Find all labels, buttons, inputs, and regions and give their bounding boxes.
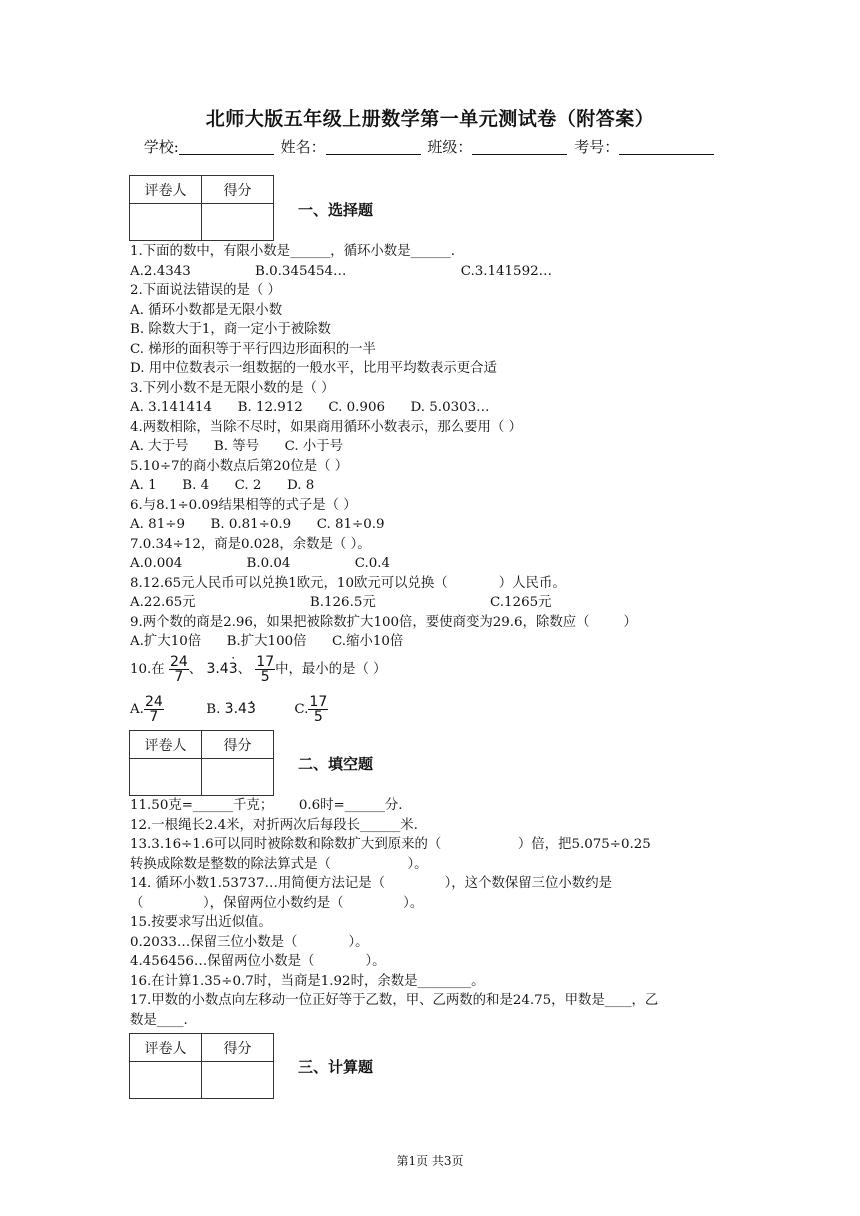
choice-questions bbox=[130, 242, 734, 652]
reviewer-cell bbox=[130, 759, 202, 796]
option: B.126.5元 bbox=[309, 595, 376, 610]
question-4: 4.两数相除，当除不尽时，如果商用循环小数表示，那么要用（ ） bbox=[130, 419, 522, 435]
class-blank bbox=[472, 139, 567, 155]
score-header: 得分 bbox=[202, 1034, 274, 1062]
section-heading-calc: 三、计算题 bbox=[298, 1058, 374, 1076]
section-heading-choice: 一、选择题 bbox=[298, 201, 374, 219]
question-13-line-1: 13.3.16÷1.6可以同时被除数和除数扩大到原来的（ ）倍，把5.075÷0.25 bbox=[130, 837, 651, 852]
page-footer: 第1页 共3页 bbox=[396, 1154, 464, 1168]
question-15: 15.按要求写出近似值。 bbox=[130, 915, 272, 930]
number-label: 考号： bbox=[574, 138, 620, 156]
school-label: 学校: bbox=[143, 138, 179, 156]
option: C.3.141592… bbox=[460, 263, 553, 279]
score-cell bbox=[202, 759, 274, 796]
question-8-options bbox=[130, 593, 734, 613]
option-fraction-17-5: $\frac{17}{5}$ bbox=[309, 694, 328, 725]
reviewer-header: 评卷人 bbox=[130, 731, 202, 759]
option: B.0.345454… bbox=[255, 263, 347, 279]
option-fraction-24-7: $\frac{24}{7}$ bbox=[144, 694, 163, 725]
question-8: 8.12.65元人民币可以兑换1欧元，10欧元可以兑换（ ）人民币。 bbox=[130, 575, 566, 591]
fill-questions bbox=[130, 796, 734, 1030]
question-14-line-1: 14. 循环小数1.53737…用简便方法记是（ ），这个数保留三位小数约是 bbox=[130, 876, 612, 891]
reviewer-header: 评卷人 bbox=[130, 1034, 202, 1062]
score-cell bbox=[202, 1062, 274, 1099]
option: A. 循环小数都是无限小数 bbox=[130, 302, 283, 318]
option: D. 用中位数表示一组数据的一般水平，比用平均数表示更合适 bbox=[130, 361, 497, 376]
question-17-line-1: 17.甲数的小数点向左移动一位正好等于乙数，甲、乙两数的和是24.75，甲数是____，乙 bbox=[130, 993, 659, 1008]
school-blank bbox=[179, 139, 274, 155]
question-6-options: A. 81÷9 B. 0.81÷0.9 C. 81÷0.9 bbox=[130, 517, 385, 532]
question-12: 12.一根绳长2.4米，对折两次后每段长______米. bbox=[130, 817, 418, 833]
question-13-line-2: 转换成除数是整数的除法算式是（ ）。 bbox=[130, 856, 428, 872]
question-3: 3.下列小数不是无限小数的是（ ） bbox=[130, 380, 335, 396]
question-9-options: A.扩大10倍 B.扩大100倍 C.缩小10倍 bbox=[130, 634, 404, 649]
option: A.2.4343 bbox=[130, 263, 191, 279]
option: B.0.04 bbox=[246, 556, 291, 571]
repeating-decimal: 3.43 ˙ bbox=[206, 661, 237, 677]
option: C.1265元 bbox=[490, 595, 552, 610]
option: C.0.4 bbox=[354, 556, 391, 571]
option: A.22.65元 bbox=[130, 595, 196, 610]
option: B. 除数大于1，商一定小于被除数 bbox=[130, 322, 331, 337]
name-blank bbox=[326, 139, 421, 155]
reviewer-cell bbox=[130, 204, 202, 241]
page-title: 北师大版五年级上册数学第一单元测试卷（附答案） bbox=[205, 108, 655, 130]
question-15-part-2: 4.456456…保留两位小数是（ ）。 bbox=[130, 954, 386, 969]
question-15-part-1: 0.2033…保留三位小数是（ ）。 bbox=[130, 934, 369, 950]
question-10: 10.在 $\frac{24}{7}$ 、 3.43 ˙、 $\frac{17}{5}$ 中，最小的是（ ） bbox=[130, 655, 734, 684]
question-7-options bbox=[130, 554, 734, 574]
reviewer-header: 评卷人 bbox=[130, 176, 202, 204]
question-10-options: A. $\frac{24}{7}$ B. 3.43 ˙ C. $\frac{17}{5}$ bbox=[130, 692, 734, 727]
question-3-options: A. 3.141414 B. 12.912 C. 0.906 D. 5.0303… bbox=[130, 400, 490, 415]
question-1: 1.下面的数中，有限小数是______，循环小数是______. bbox=[130, 244, 456, 259]
grader-table-3 bbox=[129, 1033, 274, 1099]
number-blank bbox=[619, 139, 714, 155]
question-5: 5.10÷7的商小数点后第20位是（ ） bbox=[130, 458, 349, 474]
reviewer-cell bbox=[130, 1062, 202, 1099]
question-1-options bbox=[130, 262, 734, 282]
question-7: 7.0.34÷12，商是0.028，余数是（ ）。 bbox=[130, 536, 371, 552]
option-repeating-decimal: 3.43 ˙ bbox=[225, 701, 256, 717]
student-info-line bbox=[0, 136, 860, 157]
question-2: 2.下面说法错误的是（ ） bbox=[130, 283, 281, 298]
grader-table-2 bbox=[129, 730, 274, 796]
question-16: 16.在计算1.35÷0.7时，当商是1.92时，余数是________。 bbox=[130, 973, 485, 989]
name-label: 姓名： bbox=[280, 138, 326, 156]
fraction-17-5: $\frac{17}{5}$ bbox=[256, 654, 275, 685]
question-4-options: A. 大于号 B. 等号 C. 小于号 bbox=[130, 439, 344, 454]
section-heading-fill: 二、填空题 bbox=[298, 755, 374, 773]
score-header: 得分 bbox=[202, 176, 274, 204]
question-14-line-2: （ ），保留两位小数约是（ ）。 bbox=[130, 895, 424, 911]
question-6: 6.与8.1÷0.09结果相等的式子是（ ） bbox=[130, 497, 357, 513]
question-5-options: A. 1 B. 4 C. 2 D. 8 bbox=[130, 478, 315, 493]
score-header: 得分 bbox=[202, 731, 274, 759]
question-17-line-2: 数是____. bbox=[130, 1012, 188, 1028]
question-9: 9.两个数的商是2.96，如果把被除数扩大100倍，要使商变为29.6，除数应（ ） bbox=[130, 614, 637, 630]
fraction-24-7: $\frac{24}{7}$ bbox=[169, 654, 188, 685]
score-cell bbox=[202, 204, 274, 241]
question-11: 11.50克=______千克； 0.6时=______分. bbox=[130, 798, 403, 813]
grader-table-1 bbox=[129, 175, 274, 241]
option: A.0.004 bbox=[130, 556, 183, 571]
class-label: 班级： bbox=[427, 138, 473, 156]
option: C. 梯形的面积等于平行四边形面积的一半 bbox=[130, 341, 376, 357]
